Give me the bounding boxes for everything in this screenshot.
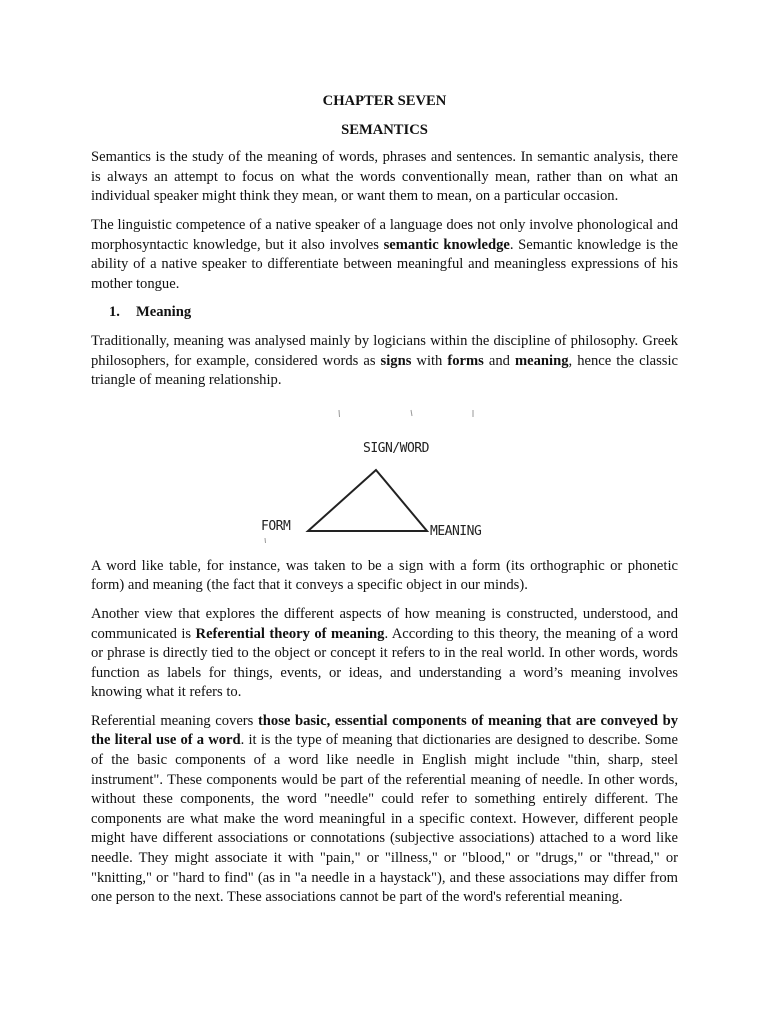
- page-title: SEMANTICS: [341, 121, 428, 138]
- section-number: 1.: [109, 304, 120, 321]
- paragraph-table-example: A word like table, for instance, was taken to be a sign with a form (its orthographic or phonetic form) and meaning (the fact that it conveys a specific object in our minds).: [91, 557, 678, 594]
- triangle-of-meaning-figure: [91, 400, 678, 548]
- scan-artifact-mark: [265, 538, 266, 543]
- bold-term-signs: signs: [380, 352, 412, 369]
- scan-artifact-mark: [339, 410, 340, 417]
- section-heading-meaning: [109, 303, 678, 323]
- text-run: with: [411, 352, 448, 369]
- text-run: , hence the classic triangle of meaning relationship.: [91, 352, 679, 389]
- bold-term-semantic-knowledge: semantic knowledge: [383, 236, 510, 253]
- text-run: Traditionally, meaning was analysed mainly by logicians within the discipline of philosophy. Greek philosophers, for example, considered words as: [91, 332, 678, 369]
- text-run: . According to this theory, the meaning of a word or phrase is directly tied to the object or concept it refers to in the real world. In other words, words function as labels for things, events, or ideas, and understanding a word’s meaning involves knowing what it refers to.: [91, 625, 678, 701]
- paragraph-definition: Semantics is the study of the meaning of words, phrases and sentences. In semantic analysis, there is always an attempt to focus on what the words conventionally mean, rather than on what an individual speaker might think they mean, or want them to mean, on a particular occasion.: [91, 149, 678, 205]
- text-run: The linguistic competence of a native speaker of a language does not only involve phonological and morphosyntactic knowledge, but it also involves: [91, 216, 678, 253]
- text-run: . it is the type of meaning that dictionaries are designed to describe. Some of the basic components of a word like needle in English might include "thin, sharp, steel instrument". These components would be part of the referential meaning of needle. In other words, without these components, the word "needle" could refer to something entirely different. The components are what make the word meaningful in a specific context. However, different people might have different associations or connotations (subjective associations) attached to a word like needle. They might associate it with "pain," or "illness," or "blood," or "drugs," or "thread," or "knitting," or "hard to find" (as in "a needle in a haystack"), and these associations may differ from one person to the next. These associations cannot be part of the word's referential meaning.: [91, 732, 678, 906]
- bold-term-meaning: meaning: [515, 352, 569, 369]
- text-run: Referential meaning covers: [91, 712, 258, 729]
- bold-term-referential-theory: Referential theory of meaning: [195, 625, 385, 642]
- paragraph-competence: [91, 216, 678, 294]
- text-run: Another view that explores the different aspects of how meaning is constructed, understood, and communicated is: [91, 605, 678, 642]
- paragraph-traditional: [91, 332, 678, 391]
- bold-term-forms: forms: [447, 352, 484, 369]
- diagram-label-meaning: MEANING: [430, 523, 482, 539]
- triangle-diagram: [241, 400, 511, 548]
- text-run: . Semantic knowledge is the ability of a native speaker to differentiate between meaningful and meaningless expressions of his mother tongue.: [91, 236, 678, 292]
- paragraph-referential-meaning: [91, 712, 678, 908]
- diagram-label-form: FORM: [261, 518, 291, 534]
- meaning-triangle-shape: [308, 470, 427, 531]
- bold-phrase-essential-components: those basic, essential components of meaning that are conveyed by the literal use of a word: [91, 712, 678, 749]
- scan-artifact-mark: [411, 410, 412, 416]
- section-title: Meaning: [136, 304, 192, 321]
- diagram-label-sign-word: SIGN/WORD: [363, 440, 429, 456]
- document-page: [91, 92, 678, 917]
- paragraph-referential-theory: [91, 605, 678, 703]
- chapter-heading: CHAPTER SEVEN: [322, 93, 447, 109]
- text-run: and: [483, 352, 515, 369]
